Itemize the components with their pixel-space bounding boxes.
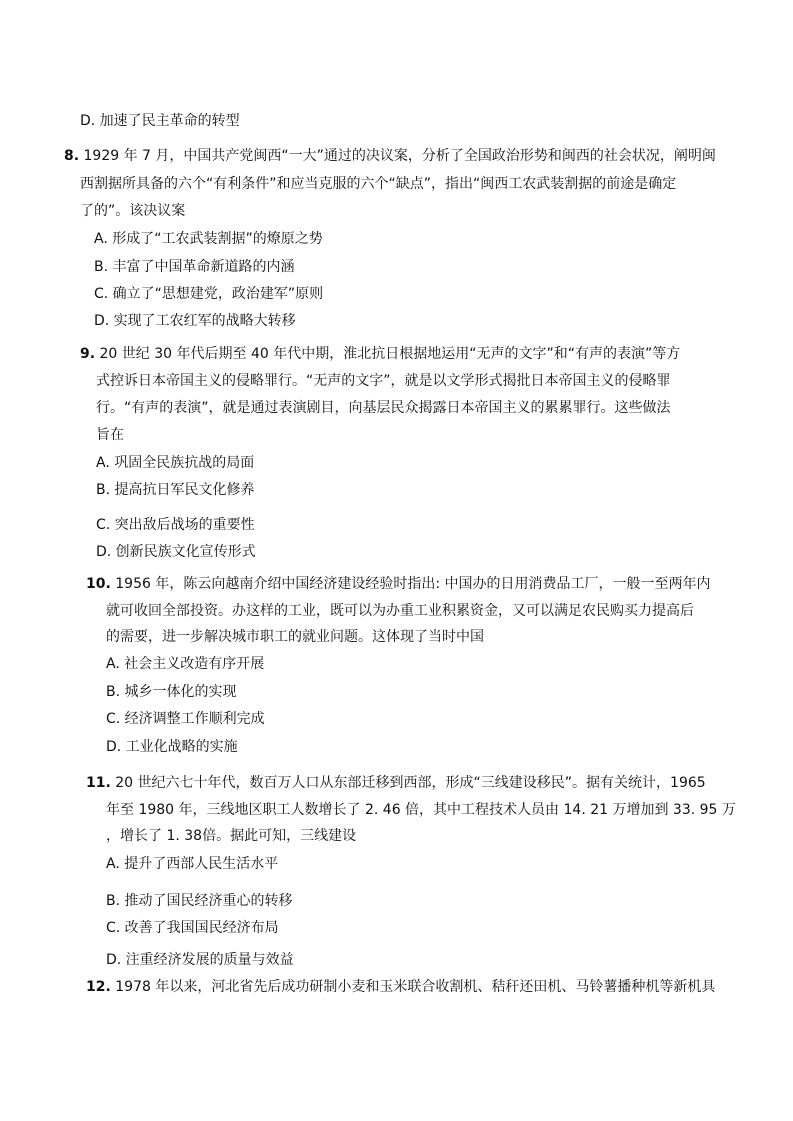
q9-stem-text-1: 20 世纪 30 年代后期至 40 年代中期，淮北抗日根据地运用“无声的文字”和“有声的表演”等方: [99, 346, 681, 362]
q9-option-c: C. 突出敌后战场的重要性: [96, 517, 255, 533]
q10-number: 10.: [86, 576, 111, 592]
q10-stem-text-1: 1956 年，陈云向越南介绍中国经济建设经验时指出: 中国办的日用消费品工厂，一般一至两年内: [115, 576, 711, 592]
q11-option-d: D. 注重经济发展的质量与效益: [106, 952, 294, 968]
q10-stem-line-1: [86, 574, 711, 594]
q11-stem-line-1: [86, 773, 706, 793]
q9-option-a: A. 巩固全民族抗战的局面: [96, 455, 255, 471]
q11-stem-line-3: ，增长了 1. 38倍。据此可知，三线建设: [106, 828, 357, 844]
q9-number: 9.: [80, 346, 96, 362]
q9-stem-line-2: 式控诉日本帝国主义的侵略罪行。“无声的文字”，就是以文学形式揭批日本帝国主义的侵略罪: [96, 373, 671, 389]
q10-stem-line-2: 就可收回全部投资。办这样的工业，既可以为办重工业积累资金，又可以满足农民购买力提高后: [106, 603, 694, 619]
q11-stem-line-2: 年至 1980 年，三线地区职工人数增长了 2. 46 倍，其中工程技术人员由 14. 21 万增加到 33. 95 万: [106, 802, 736, 818]
q8-stem-text-1: 1929 年 7 月，中国共产党闽西“一大”通过的决议案，分析了全国政治形势和闽西的社会状况，阐明闽: [83, 148, 716, 164]
q11-stem-text-1: 20 世纪六七十年代，数百万人口从东部迁移到西部，形成“三线建设移民”。据有关统计，1965: [115, 775, 706, 791]
q9-option-b: B. 提高抗日军民文化修养: [96, 482, 255, 498]
q12-number: 12.: [86, 979, 111, 995]
q9-stem-line-1: [80, 344, 680, 364]
q10-option-d: D. 工业化战略的实施: [106, 739, 238, 755]
q12-stem-text-1: 1978 年以来，河北省先后成功研制小麦和玉米联合收割机、秸秆还田机、马铃薯播种机等新机具: [115, 979, 716, 995]
q8-option-b: B. 丰富了中国革命新道路的内涵: [94, 259, 295, 275]
q10-option-c: C. 经济调整工作顺利完成: [106, 711, 265, 727]
q10-option-b: B. 城乡一体化的实现: [106, 684, 237, 700]
q8-stem-line-1: [64, 146, 716, 166]
q11-option-a: A. 提升了西部人民生活水平: [106, 856, 279, 872]
q9-option-d: D. 创新民族文化宣传形式: [96, 544, 256, 560]
q11-option-b: B. 推动了国民经济重心的转移: [106, 893, 293, 909]
q9-stem-line-4: 旨在: [96, 427, 124, 443]
q8-option-d: D. 实现了工农红军的战略大转移: [94, 313, 296, 329]
q9-stem-line-3: 行。“有声的表演”，就是通过表演剧目，向基层民众揭露日本帝国主义的累累罪行。这些做法: [96, 400, 671, 416]
q8-stem-line-2: 西割据所具备的六个“有利条件”和应当克服的六个“缺点”，指出“闽西工农武装割据的前途是确定: [80, 176, 677, 192]
q8-option-a: A. 形成了“工农武装割据”的燎原之势: [94, 231, 323, 247]
q11-number: 11.: [86, 775, 111, 791]
q11-option-c: C. 改善了我国国民经济布局: [106, 920, 279, 936]
q8-option-c: C. 确立了“思想建党，政治建军”原则: [94, 286, 324, 302]
q10-stem-line-3: 的需要，进一步解决城市职工的就业问题。这体现了当时中国: [106, 629, 484, 645]
q10-option-a: A. 社会主义改造有序开展: [106, 656, 265, 672]
q12-stem-line-1: [86, 977, 715, 997]
q8-number: 8.: [64, 148, 80, 164]
q8-stem-line-3: 了的”。该决议案: [80, 203, 186, 219]
q7-option-d: D. 加速了民主革命的转型: [80, 113, 240, 129]
